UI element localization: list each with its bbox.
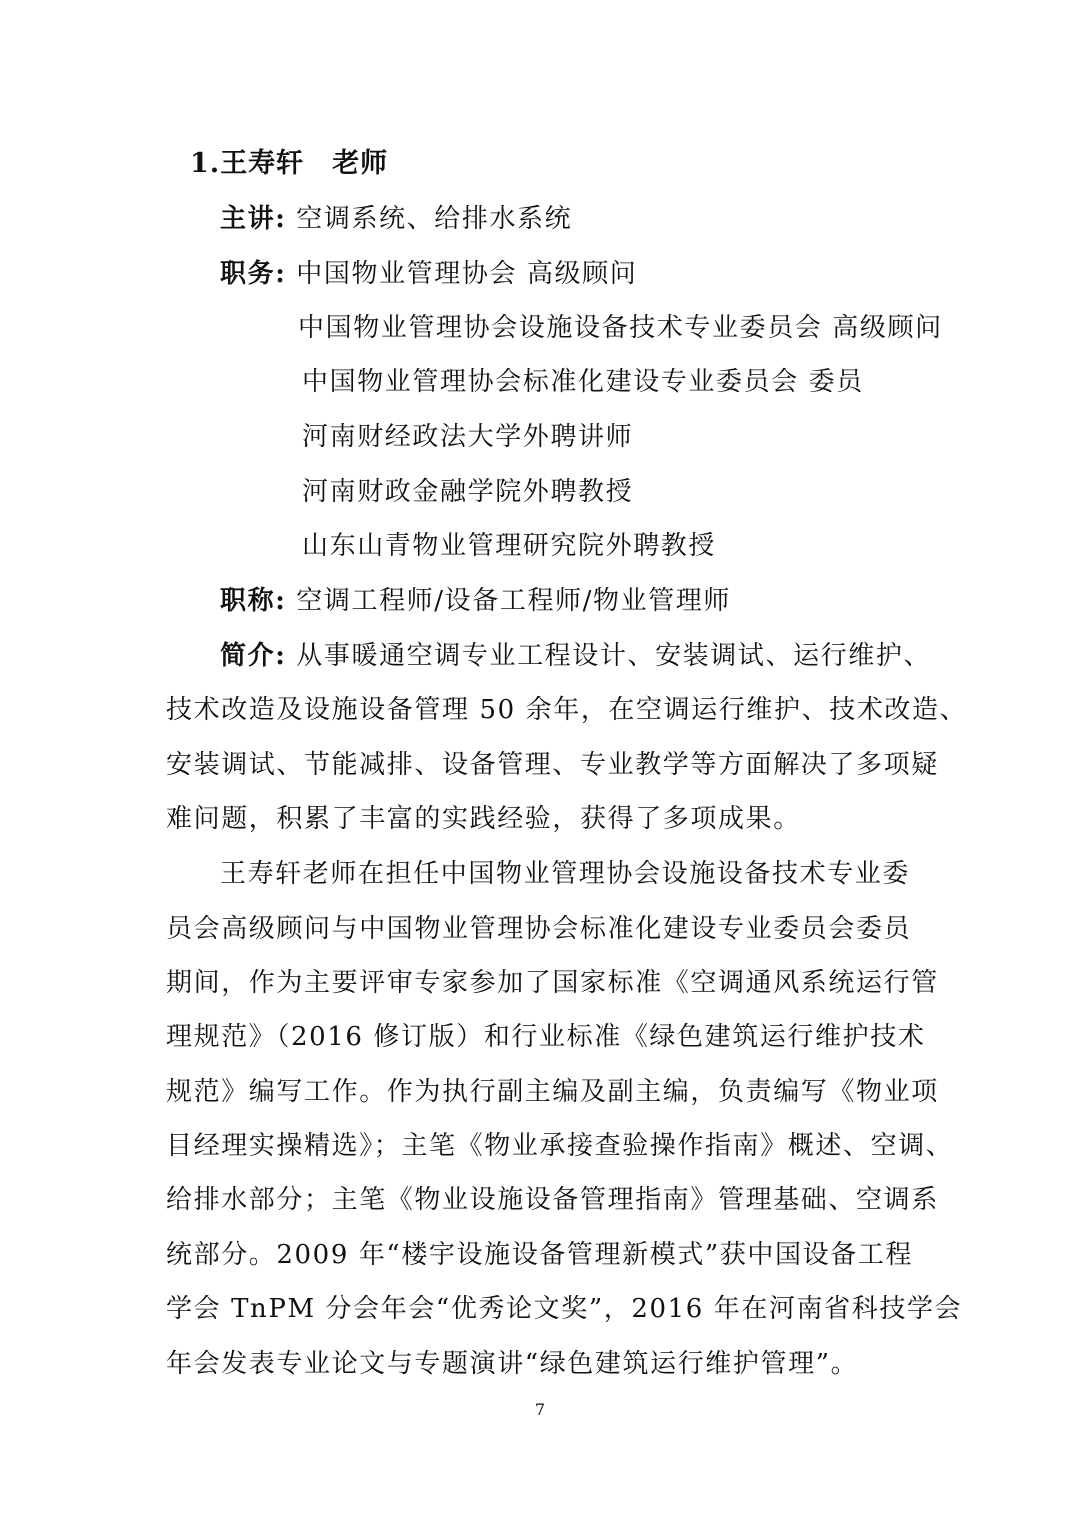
bio-line: 期间，作为主要评审专家参加了国家标准《空调通风系统运行管 [166, 968, 939, 998]
bio-line: 统部分。2009 年“楼宇设施设备管理新模式”获中国设备工程 [166, 1240, 914, 1270]
position-item: 中国物业管理协会 高级顾问 [296, 259, 638, 289]
professional-title-label: 职称: [220, 586, 287, 616]
position-item: 河南财政金融学院外聘教授 [302, 477, 634, 507]
position-item: 中国物业管理协会设施设备技术专业委员会 高级顾问 [298, 313, 943, 343]
bio-line: 员会高级顾问与中国物业管理协会标准化建设专业委员会委员 [166, 914, 912, 944]
position-item: 中国物业管理协会标准化建设专业委员会 委员 [302, 367, 864, 397]
intro-line: 技术改造及设施设备管理 50 余年，在空调运行维护、技术改造、 [166, 695, 968, 725]
intro-label: 简介: [220, 641, 287, 671]
bio-line: 年会发表专业论文与专题演讲“绿色建筑运行维护管理”。 [166, 1349, 859, 1379]
position-row [220, 256, 637, 292]
professional-title-value: 空调工程师/设备工程师/物业管理师 [296, 586, 732, 616]
lecture-label: 主讲: [220, 204, 287, 234]
bio-line: 给排水部分；主笔《物业设施设备管理指南》管理基础、空调系 [166, 1185, 939, 1215]
page-number: 7 [534, 1400, 546, 1419]
bio-line: 规范》编写工作。作为执行副主编及副主编，负责编写《物业项 [166, 1077, 939, 1107]
intro-row [220, 638, 931, 674]
lecture-row [220, 201, 572, 237]
position-item: 山东山青物业管理研究院外聘教授 [302, 531, 717, 561]
lecturer-name: 王寿轩 [220, 148, 305, 179]
bio-line: 目经理实操精选》；主笔《物业承接查验操作指南》概述、空调、 [166, 1131, 954, 1161]
bio-line: 理规范》（2016 修订版）和行业标准《绿色建筑运行维护技术 [166, 1022, 926, 1052]
positions-label: 职务: [220, 259, 287, 289]
intro-line: 从事暖通空调专业工程设计、安装调试、运行维护、 [296, 641, 932, 671]
bio-line: 王寿轩老师在担任中国物业管理协会设施设备技术专业委 [220, 859, 911, 889]
heading-number: 1. [190, 148, 221, 179]
professional-title-row [220, 583, 731, 619]
intro-line: 安装调试、节能减排、设备管理、专业教学等方面解决了多项疑 [166, 750, 939, 780]
position-item: 河南财经政法大学外聘讲师 [302, 422, 634, 452]
lecture-value: 空调系统、给排水系统 [296, 204, 573, 234]
section-heading [190, 146, 388, 182]
intro-line: 难问题，积累了丰富的实践经验，获得了多项成果。 [166, 804, 801, 834]
bio-line: 学会 TnPM 分会年会“优秀论文奖”，2016 年在河南省科技学会 [166, 1294, 963, 1324]
lecturer-title: 老师 [332, 148, 389, 179]
